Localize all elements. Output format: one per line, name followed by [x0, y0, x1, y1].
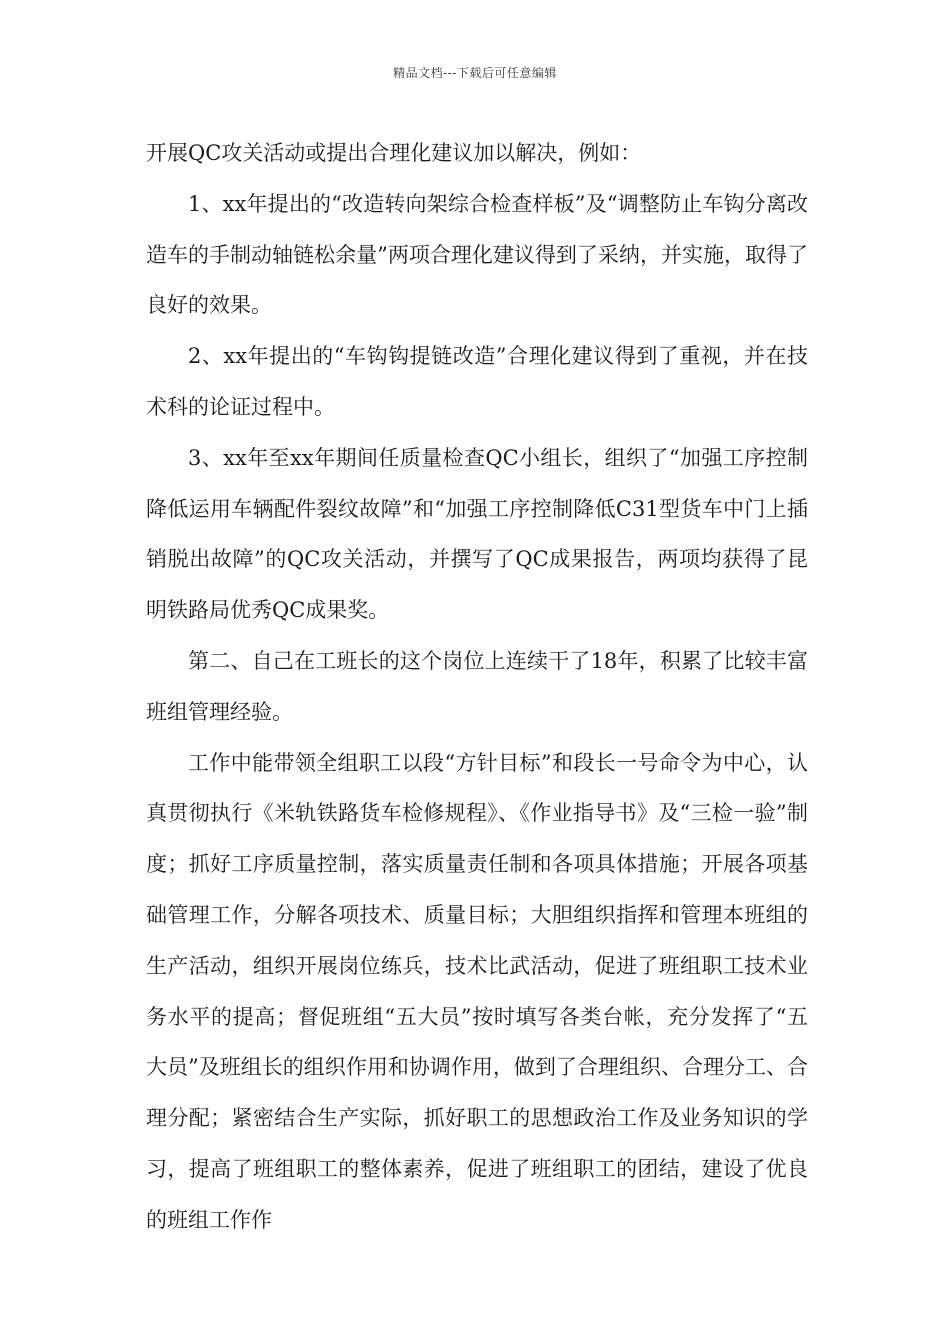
paragraph: 工作中能带领全组职工以段“方针目标”和段长一号命令为中心，认真贯彻执行《米轨铁路货车检修规程》、《作业指导书》及“三检一验”制度；抓好工序质量控制，落实质量责任制和各项具体措施；开展各项基础管理工作，分解各项技术、质量目标；大胆组织指挥和管理本班组的生产活动，组织开展岗位练兵，技术比武活动，促进了班组职工技术业务水平的提高；督促班组“五大员”按时填写各类台帐，充分发挥了“五大员”及班组长的组织作用和协调作用，做到了合理组织、合理分工、合理分配；紧密结合生产实际，抓好职工的思想政治工作及业务知识的学习，提高了班组职工的整体素养，促进了班组职工的团结，建设了优良的班组工作作: [146, 750, 808, 1232]
document-body: [146, 128, 808, 1246]
paragraph: 1、xx年提出的“改造转向架综合检查样板”及“调整防止车钩分离改造车的手制动轴链松余量”两项合理化建议得到了采纳，并实施，取得了良好的效果。: [146, 191, 808, 318]
paragraph: 开展QC攻关活动或提出合理化建议加以解决，例如：: [146, 141, 642, 165]
page-header: 精品文档---下载后可任意编辑: [393, 66, 557, 80]
paragraph: 第二、自己在工班长的这个岗位上连续干了18年，积累了比较丰富班组管理经验。: [146, 648, 808, 724]
paragraph: 3、xx年至xx年期间任质量检查QC小组长，组织了“加强工序控制降低运用车辆配件裂纹故障”和“加强工序控制降低C31型货车中门上插销脱出故障”的QC攻关活动，并撰写了QC成果报告，两项均获得了昆明铁路局优秀QC成果奖。: [146, 445, 808, 623]
paragraph: 2、xx年提出的“车钩钩提链改造”合理化建议得到了重视，并在技术科的论证过程中。: [146, 344, 808, 419]
